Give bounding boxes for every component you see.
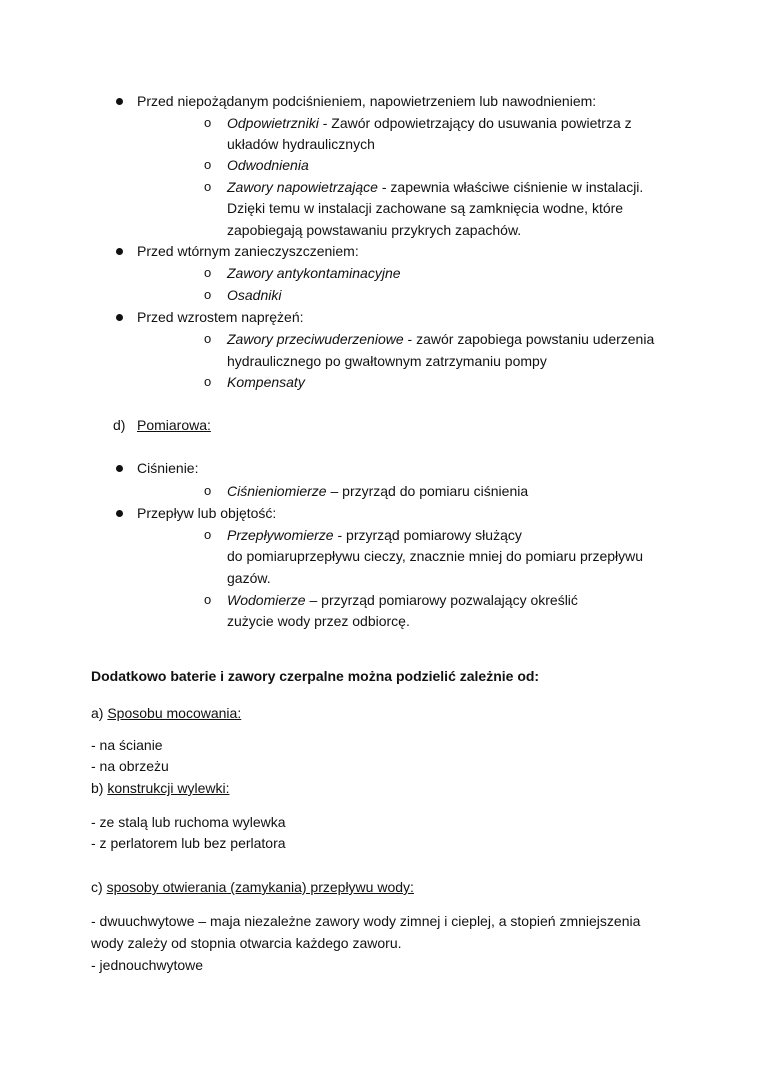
circle-bullet-icon: o (204, 527, 212, 542)
circle-bullet-icon: o (204, 374, 212, 389)
extra-heading: Dodatkowo baterie i zawory czerpalne można podzielić zależnie od: (91, 668, 540, 684)
spout-title: konstrukcji wylewki: (107, 780, 230, 796)
opening-item-1-line-1: - dwuuchwytowe – maja niezależne zawory wody zimnej i cieplej, a stopień zmniejszenia (91, 913, 641, 929)
spout-item-2: - z perlatorem lub bez perlatora (91, 835, 286, 851)
compensators: Kompensaty (227, 374, 305, 390)
mounting-item-2: - na obrzeżu (91, 758, 169, 774)
opening-item-2: - jednouchwytowe (91, 957, 204, 973)
bullet-icon (116, 314, 123, 321)
aerators-desc-1: - zapewnia właściwe ciśnienie w instalacji. (377, 179, 644, 195)
contamination-item-2: Osadniki (227, 287, 282, 303)
aerators-line-3: zapobiegają powstawaniu przykrych zapachów. (227, 222, 522, 238)
circle-bullet-icon: o (204, 592, 212, 607)
deaerators-name: Odpowietrzniki (227, 115, 319, 131)
deaerators-line-2: układów hydraulicznych (227, 136, 375, 152)
contamination-heading: Przed wtórnym zanieczyszczeniem: (137, 243, 359, 259)
antishock-line-1 (227, 329, 654, 349)
contamination-item-1: Zawory antykontaminacyjne (227, 265, 401, 281)
spout-item-1: - ze stalą lub ruchoma wylewka (91, 814, 286, 830)
measure-title: Pomiarowa: (137, 417, 211, 433)
opening-title-line (91, 877, 414, 897)
flowmeter-line-2: do pomiaruprzepływu cieczy, znacznie mniej do pomiaru przepływu (227, 548, 644, 564)
opening-title: sposoby otwierania (zamykania) przepływu wody: (106, 879, 414, 895)
watermeter-line-2: zużycie wody przez odbiorcę. (227, 613, 410, 629)
deaerators-desc-1: - Zawór odpowietrzający do usuwania powietrza z (318, 115, 632, 131)
aerators-name: Zawory napowietrzające (227, 179, 378, 195)
circle-bullet-icon: o (204, 115, 212, 130)
circle-bullet-icon: o (204, 287, 212, 302)
flow-heading: Przepływ lub objętość: (137, 505, 277, 521)
drainage-name: Odwodnienia (227, 157, 309, 173)
gauge-name: Ciśnieniomierze (227, 483, 327, 499)
spout-title-line (91, 778, 229, 798)
spout-label: b) (91, 780, 108, 796)
bullet-icon (116, 510, 123, 517)
watermeter-line-1 (227, 590, 578, 610)
bullet-icon (116, 98, 123, 105)
mounting-title-line (91, 703, 241, 723)
mounting-item-1: - na ścianie (91, 737, 163, 753)
circle-bullet-icon: o (204, 331, 212, 346)
watermeter-desc-1: – przyrząd pomiarowy pozwalający określić (305, 592, 578, 608)
flowmeter-desc-1: - przyrząd pomiarowy służący (333, 527, 522, 543)
circle-bullet-icon: o (204, 265, 212, 280)
watermeter-name: Wodomierze (227, 592, 306, 608)
bullet-icon (116, 248, 123, 255)
antishock-desc-1: - zawór zapobiega powstaniu uderzenia (403, 331, 655, 347)
stress-heading: Przed wzrostem naprężeń: (137, 309, 304, 325)
flowmeter-line-3: gazów. (227, 570, 271, 586)
circle-bullet-icon: o (204, 179, 212, 194)
opening-label: c) (91, 879, 107, 895)
aerators-line-1 (227, 177, 643, 197)
mounting-label: a) (91, 705, 108, 721)
antishock-line-2: hydraulicznego po gwałtownym zatrzymaniu pompy (227, 353, 547, 369)
aerators-line-2: Dzięki temu w instalacji zachowane są zamknięcia wodne, które (227, 200, 624, 216)
flowmeter-line-1 (227, 525, 522, 545)
measure-label: d) (113, 417, 126, 433)
flowmeter-name: Przepływomierze (227, 527, 334, 543)
pressure-heading: Ciśnienie: (137, 460, 199, 476)
circle-bullet-icon: o (204, 483, 212, 498)
bullet-icon (116, 465, 123, 472)
circle-bullet-icon: o (204, 157, 212, 172)
opening-item-1-line-2: wody zależy od stopnia otwarcia każdego zaworu. (91, 935, 402, 951)
deaerators-line-1 (227, 113, 632, 133)
gauge-desc: – przyrząd do pomiaru ciśnienia (326, 483, 529, 499)
vacuum-heading: Przed niepożądanym podciśnieniem, napowietrzeniem lub nawodnieniem: (137, 93, 597, 109)
antishock-name: Zawory przeciwuderzeniowe (227, 331, 404, 347)
mounting-title: Sposobu mocowania: (107, 705, 242, 721)
pressure-gauge-line (227, 481, 528, 501)
